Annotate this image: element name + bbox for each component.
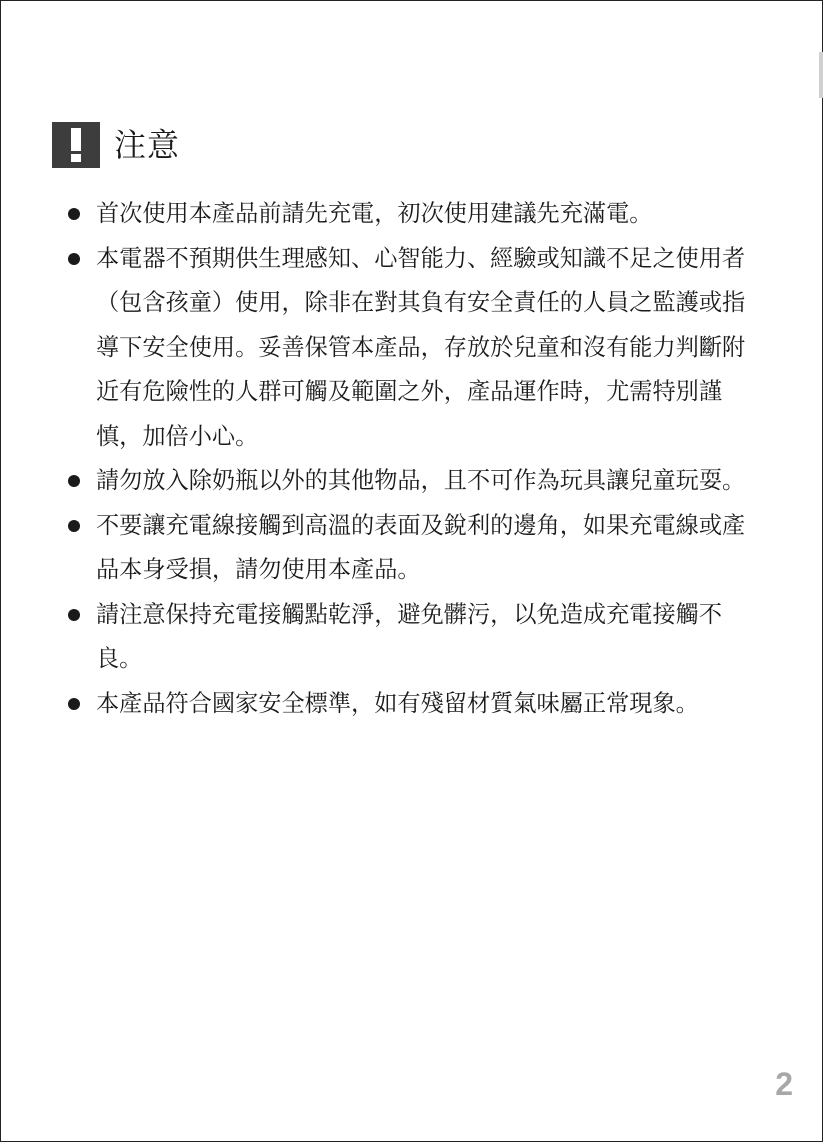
bullet-icon [68,253,80,265]
notice-heading [52,122,180,168]
bullet-icon [68,609,80,621]
notice-text: 本產品符合國家安全標準，如有殘留材質氣味屬正常現象。 [96,689,699,717]
bullet-icon [68,520,80,532]
notice-item [0,237,748,460]
notice-text: 首次使用本產品前請先充電，初次使用建議先充滿電。 [96,200,653,227]
notice-text: 不要讓充電線接觸到高溫的表面及銳利的邊角，如果充電線或產品本身受損，請勿使用本產品。 [96,511,746,583]
page-number: 2 [775,1066,793,1102]
notice-text: 請注意保持充電接觸點乾淨，避免髒污，以免造成充電接觸不良。 [96,600,723,672]
notice-item [0,192,748,237]
notice-item [0,682,748,727]
notice-item [0,593,748,682]
notice-title: 注意 [114,126,181,164]
notice-item [0,459,748,504]
bullet-icon [68,698,80,710]
notice-text: 本電器不預期供生理感知、心智能力、經驗或知識不足之使用者（包含孩童）使用，除非在對其負有安全責任的人員之監護或指導下安全使用。妥善保管本產品，存放於兒童和沒有能力判斷附近有危險性的人群可觸及範圍之外，產品運作時，尤需特別謹慎，加倍小心。 [96,244,746,450]
notice-text: 請勿放入除奶瓶以外的其他物品，且不可作為玩具讓兒童玩耍。 [96,467,746,494]
page-edge-tab [819,52,823,98]
notice-list [0,192,823,726]
exclamation-icon [52,122,100,168]
bullet-icon [68,475,80,487]
bullet-icon [68,208,80,220]
notice-item [0,504,748,593]
